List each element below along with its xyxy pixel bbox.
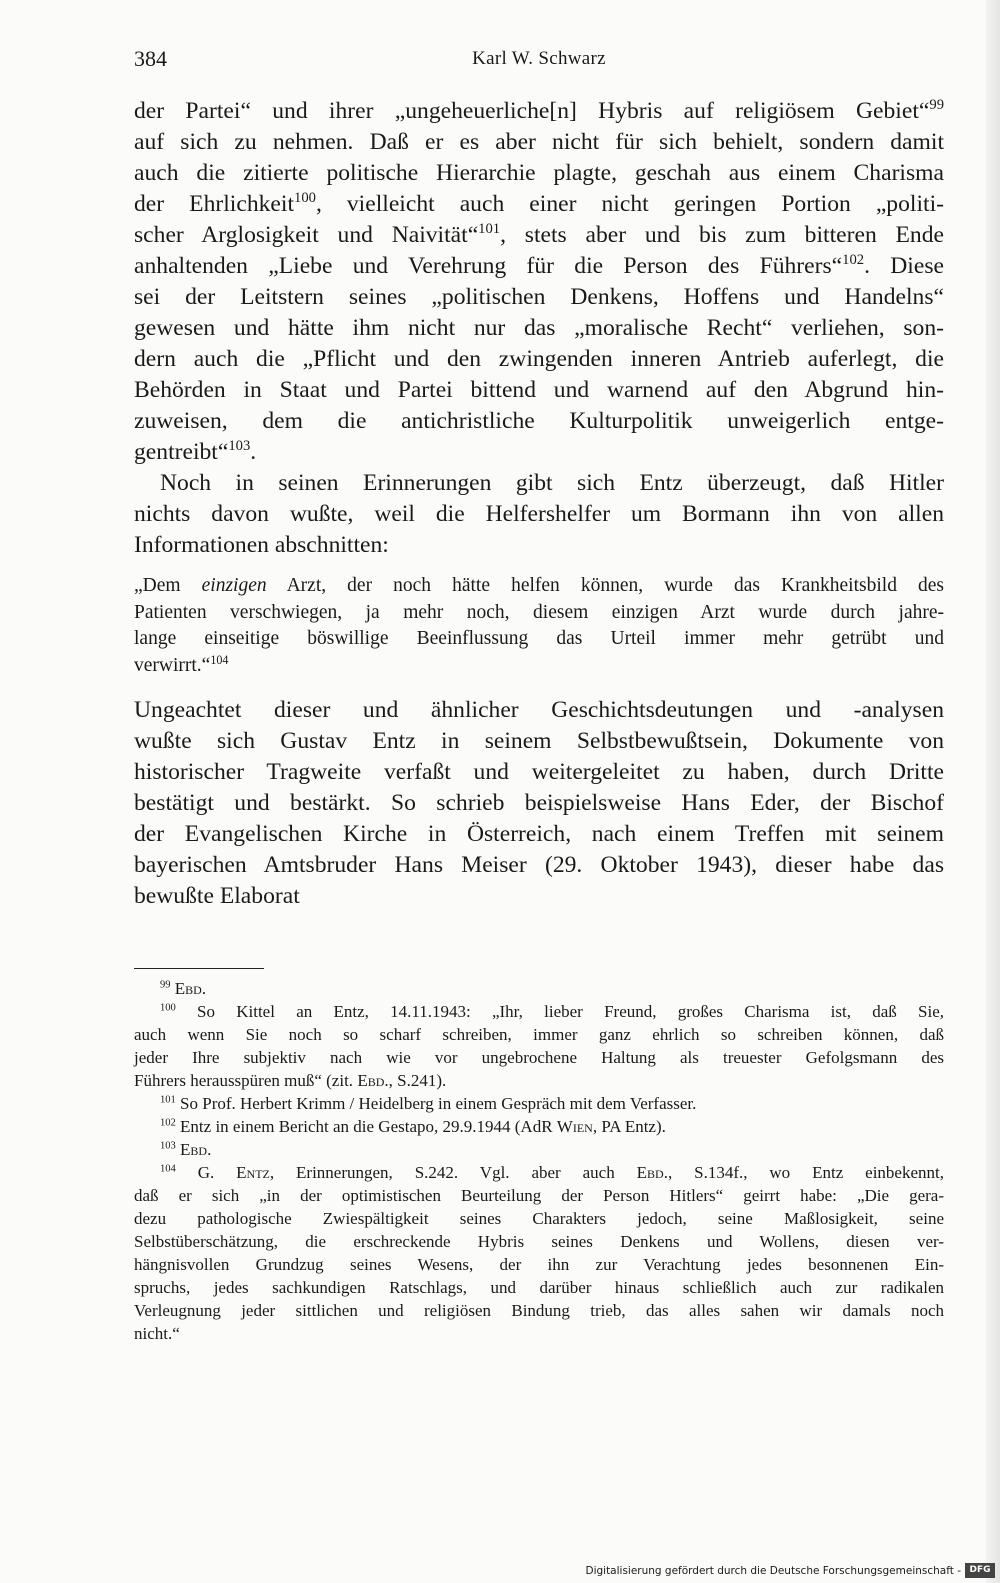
text-line: $^{99}$ Ebd.: [160, 979, 207, 998]
text-line: auch wenn Sie noch so scharf schreiben, immer ganz ehrlich so schreiben können, daß: [134, 1025, 944, 1044]
text-line: der Evangelischen Kirche in Österreich, nach einem Treffen mit seinem: [134, 821, 944, 847]
text-line: bestätigt und bestärkt. So schrieb beispielsweise Hans Eder, der Bischof: [134, 790, 944, 816]
page-number: 384: [134, 46, 167, 71]
text-line: wußte sich Gustav Entz in seinem Selbstbewußtsein, Dokumente von: [134, 728, 944, 754]
text-line: Informationen abschnitten:: [134, 532, 389, 558]
text-line: auf sich zu nehmen. Daß er es aber nicht für sich behielt, sondern damit: [134, 129, 944, 155]
text-line: $^{104}$ G. Entz, Erinnerungen, S.242. Vgl. aber auch Ebd., S.134f., wo Entz einbekennt,: [160, 1163, 944, 1182]
running-head: Karl W. Schwarz: [472, 48, 606, 69]
text-line: Ungeachtet dieser und ähnlicher Geschichtsdeutungen und -analysen: [134, 697, 944, 723]
footnote-102: [134, 1115, 944, 1138]
text-line: sei der Leitstern seines „politischen Denkens, Hoffens und Handelns“: [134, 284, 944, 310]
page-header: [134, 46, 944, 74]
text-line: Patienten verschwiegen, ja mehr noch, diesem einzigen Arzt wurde durch jahre-: [134, 601, 944, 623]
footnote-rule: [134, 968, 264, 969]
text-line: hängnisvollen Grundzug seines Wesens, der ihn zur Verachtung jedes besonnenen Ein-: [134, 1255, 944, 1274]
dfg-logo: DFG: [965, 1563, 995, 1578]
digitization-credit: Digitalisierung gefördert durch die Deutsche Forschungsgemeinschaft -: [585, 1565, 961, 1577]
text-line: gewesen und hätte ihm nicht nur das „moralische Recht“ verliehen, son-: [134, 315, 944, 341]
text-line: scher Arglosigkeit und Naivität“$^{101}$, stets aber und bis zum bitteren Ende: [134, 221, 944, 248]
text-line: Noch in seinen Erinnerungen gibt sich Entz überzeugt, daß Hitler: [160, 470, 944, 496]
digitization-footer: [585, 1562, 999, 1580]
text-line: „Dem einzigen Arzt, der noch hätte helfen können, wurde das Krankheitsbild des: [134, 575, 944, 596]
page-edge-shadow: [986, 0, 1000, 1583]
footnote-99: [134, 977, 944, 1000]
text-line: der Ehrlichkeit$^{100}$, vielleicht auch einer nicht geringen Portion „politi-: [134, 190, 944, 217]
text-line: bayerischen Amtsbruder Hans Meiser (29. Oktober 1943), dieser habe das: [134, 852, 944, 878]
footnote-101: [134, 1092, 944, 1115]
text-line: dern auch die „Pflicht und den zwingenden inneren Antrieb auferlegt, die: [134, 346, 944, 372]
block-quote: [134, 573, 944, 679]
text-line: $^{102}$ Entz in einem Bericht an die Gestapo, 29.9.1944 (AdR Wien, PA Entz).: [160, 1117, 666, 1136]
text-line: zuweisen, dem die antichristliche Kulturpolitik unweigerlich entge-: [134, 408, 944, 434]
text-line: verwirrt.“$^{104}$: [134, 652, 229, 676]
paragraph-3: [134, 695, 944, 912]
text-line: Führers herausspüren muß“ (zit. Ebd., S.241).: [134, 1071, 447, 1090]
text-line: Verleugnung jeder sittlichen und religiösen Bindung trieb, das alles sahen wir damals noch: [134, 1301, 944, 1320]
text-line: nichts davon wußte, weil die Helfershelfer um Bormann ihn von allen: [134, 501, 944, 527]
text-line: anhaltenden „Liebe und Verehrung für die Person des Führers“$^{102}$. Diese: [134, 252, 944, 279]
text-line: spruchs, jedes sachkundigen Ratschlags, und darüber hinaus schließlich auch zur radikalen: [134, 1278, 944, 1297]
footnote-103: [134, 1138, 944, 1161]
footnote-104: [134, 1161, 944, 1345]
text-line: lange einseitige böswillige Beeinflussung das Urteil immer mehr getrübt und: [134, 628, 944, 649]
text-line: jeder Ihre subjektiv nach wie vor ungebrochene Haltung als treuester Gefolgsmann des: [134, 1048, 944, 1067]
paragraph-2: [134, 468, 944, 561]
page-body: [134, 96, 944, 912]
text-line: $^{101}$ So Prof. Herbert Krimm / Heidelberg in einem Gespräch mit dem Verfasser.: [160, 1094, 697, 1113]
text-line: bewußte Elaborat: [134, 883, 300, 909]
text-line: gentreibt“$^{103}$.: [134, 438, 257, 465]
text-line: auch die zitierte politische Hierarchie plagte, geschah aus einem Charisma: [134, 160, 944, 186]
text-line: der Partei“ und ihrer „ungeheuerliche[n] Hybris auf religiösem Gebiet“$^{99}$: [134, 97, 944, 124]
text-line: $^{100}$ So Kittel an Entz, 14.11.1943: „Ihr, lieber Freund, großes Charisma ist, daß Sie,: [160, 1002, 944, 1021]
text-line: Selbstüberschätzung, die erschreckende Hybris seines Denkens und Wollens, diesen ver-: [134, 1232, 944, 1251]
footnotes: [134, 977, 944, 1345]
text-line: $^{103}$ Ebd.: [160, 1140, 212, 1159]
text-line: historischer Tragweite verfaßt und weitergeleitet zu haben, durch Dritte: [134, 759, 944, 785]
footnote-100: [134, 1000, 944, 1092]
text-line: daß er sich „in der optimistischen Beurteilung der Person Hitlers“ geirrt habe: „Die gera-: [134, 1186, 944, 1205]
text-line: dezu pathologische Zwiespältigkeit seines Charakters jedoch, seine Maßlosigkeit, seine: [134, 1209, 944, 1228]
text-line: Behörden in Staat und Partei bittend und warnend auf den Abgrund hin-: [134, 377, 944, 403]
paragraph-1: [134, 96, 944, 468]
text-line: nicht.“: [134, 1324, 180, 1343]
